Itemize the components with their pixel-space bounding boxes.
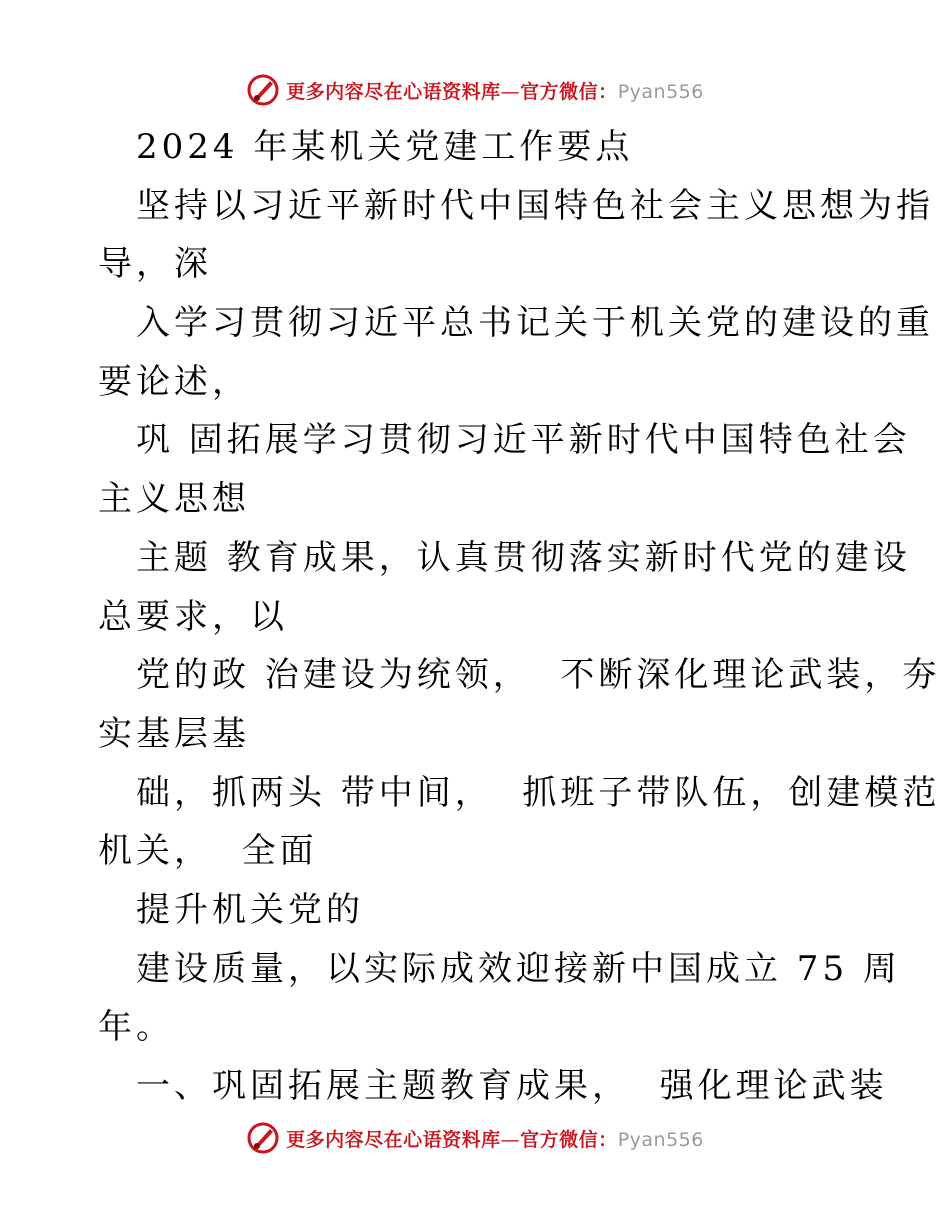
doc-line: 建设质量，以实际成效迎接新中国成立 75 周 bbox=[136, 948, 901, 989]
doc-line: 导，深 bbox=[98, 244, 212, 285]
banner-dash: — bbox=[500, 80, 521, 103]
doc-line: 入学习贯彻习近平总书记关于机关党的建设的重 bbox=[136, 303, 934, 344]
banner-wechat-id: Pyan556 bbox=[617, 1128, 704, 1151]
banner-dash: — bbox=[500, 1128, 521, 1151]
doc-line: 主题 教育成果，认真贯彻落实新时代党的建设 bbox=[136, 537, 911, 578]
section-heading: 一、巩固拓展主题教育成果， 强化理论武装 bbox=[136, 1066, 888, 1106]
doc-line: 党的政 治建设为统领， 不断深化理论武装，夯 bbox=[136, 655, 941, 696]
doc-line: 实基层基 bbox=[98, 713, 250, 754]
quill-seal-icon bbox=[246, 73, 280, 107]
doc-line: 要论述， bbox=[98, 361, 250, 402]
doc-line: 主义思想 bbox=[98, 479, 250, 520]
banner-rest-text: 官方微信： bbox=[520, 1128, 618, 1151]
doc-line: 年。 bbox=[98, 1007, 174, 1048]
banner-main-text: 更多内容尽在心语资料库 bbox=[286, 80, 501, 103]
doc-line: 础，抓两头 带中间， 抓班子带队伍，创建模范 bbox=[136, 772, 941, 813]
doc-line: 总要求，以 bbox=[98, 596, 288, 637]
banner-main-text: 更多内容尽在心语资料库 bbox=[286, 1128, 501, 1151]
banner-wechat-id: Pyan556 bbox=[617, 80, 704, 103]
quill-seal-icon bbox=[246, 1121, 280, 1155]
banner-rest-text: 官方微信： bbox=[520, 80, 618, 103]
doc-line: 机关， 全面 bbox=[98, 831, 318, 872]
doc-line: 提升机关党的 bbox=[136, 889, 364, 930]
doc-title: 2024 年某机关党建工作要点 bbox=[136, 127, 634, 167]
doc-line: 坚持以习近平新时代中国特色社会主义思想为指 bbox=[136, 185, 934, 226]
document-body bbox=[98, 118, 941, 1116]
header-watermark-banner bbox=[0, 70, 950, 110]
doc-line: 巩 固拓展学习贯彻习近平新时代中国特色社会 bbox=[136, 420, 911, 461]
footer-watermark-banner bbox=[0, 1118, 950, 1158]
